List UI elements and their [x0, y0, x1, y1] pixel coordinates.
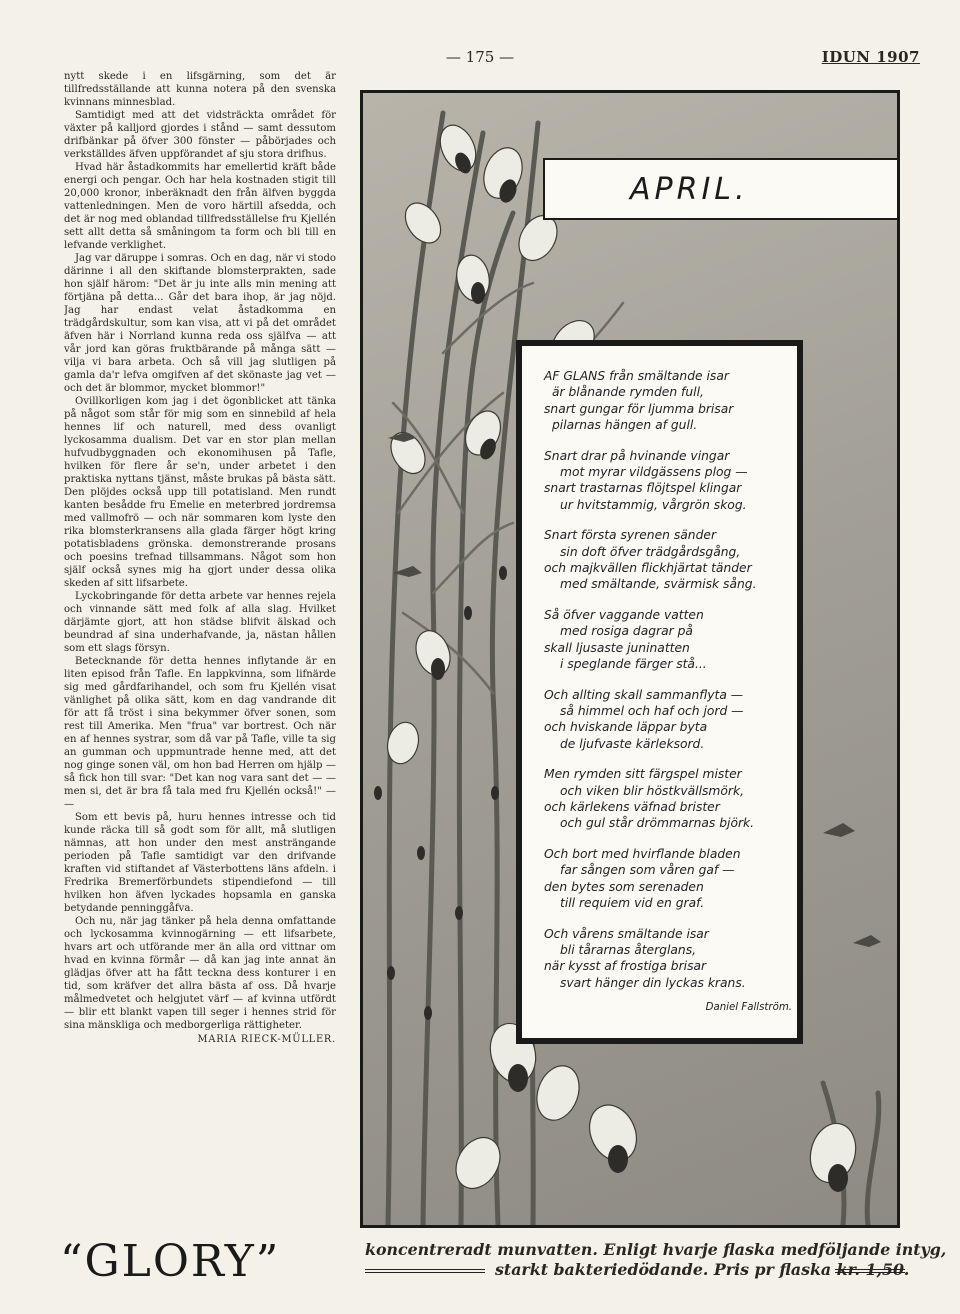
- poem-line: de ljufvaste kärleksord.: [560, 736, 705, 751]
- poem-line: skall ljusaste juninatten: [544, 640, 690, 655]
- poem-line: pilarnas hängen af gull.: [552, 417, 698, 432]
- poem-line: och kärlekens väfnad brister: [544, 800, 720, 815]
- poem-line: Och vårens smältande isar: [544, 926, 709, 941]
- ad-line-2: starkt bakteriedödande. Pris pr flaska kr. 1,50.: [495, 1260, 910, 1279]
- poem-line: ur hvitstammig, vårgrön skog.: [560, 497, 747, 512]
- paragraph: nytt skede i en lifsgärning, som det är tillfredsställande att kunna notera på den svenska kvinnans minnesblad.: [64, 71, 336, 108]
- poem-line: sin doft öfver trädgårdsgång,: [560, 544, 741, 559]
- paragraph: Som ett bevis på, huru hennes intresse och tid kunde räcka till så godt som för allt, må slutligen nämnas, att hon under den mest ansträngande perioden på Tafle samtidigt var den drifvande kraften vid stiftandet af Västerbottens läns afdeln. i Fredrika Bremerförbundets stipendiefond — till hvilken hon äfven lyckades hopsamla en ganska betydande penninggåfva.: [64, 812, 336, 914]
- poem-line: i speglande färger stå...: [560, 656, 707, 671]
- ad-line-1: koncentreradt munvatten. Enligt hvarje flaska medföljande intyg,: [365, 1240, 947, 1259]
- poem-line: den bytes som serenaden: [544, 879, 704, 894]
- paragraph: Ovillkorligen kom jag i det ögonblicket att tänka på något som står för mig som en sinnebild af hela hennes lif och naturell, med dess ovanligt lyckosamma dualism. Det var en stor plan mellan hufvudbyggnaden och ekonomihusen på Tafle, hvilken för flere år se'n, under arbetet i den praktiska nyttans tjänst, måste brukas på bästa sätt. Den plöjdes också upp till potatisland. Men rundt kanten besådde fru Emelie en meterbred jordremsa med vallmofrö — och när sommaren kom lyste den rika blomsterkransens alla glada färger högt kring potatisbladens grönska. demonstrerande prosans och poesins trefnad tillsammans. Något som hon själf också synes mig ha gjort under dessa olika skeden af sitt lifsarbete.: [64, 396, 336, 589]
- poem-line: Snart drar på hvinande vingar: [544, 448, 730, 463]
- paragraph: Och nu, när jag tänker på hela denna omfattande och lyckosamma kvinnogärning — ett lifsarbete, hvars art och utförande mer än alla ord vittnar om hvad en kvinna förmår — då kan jag inte annat än glädjas öfver att ha fått teckna dess konturer i en tid, som kräfver det allra bästa af oss. Då hvarje målmedvetet och helgjutet värf — af kvinna utfördt — blir ett blankt vapen till seger i hennes strid för sina mänskliga och medborgerliga rättigheter.: [64, 916, 336, 1031]
- poem-line: mot myrar vildgässens plog —: [560, 464, 748, 479]
- poem-line: och viken blir höstkvällsmörk,: [560, 783, 744, 798]
- paragraph: Hvad här åstadkommits har emellertid kräft både energi och pengar. Och har hela kostnaden stigit till 20,000 kronor, inberäknadt den från älfven byggda vattenledningen. Men de voro härtill afsedda, och det är nog med oblandad tillfredsställelse fru Kjellén sett allt detta så småningom ta form och bli till en lefvande verklighet.: [64, 162, 336, 251]
- stanza: [544, 846, 794, 911]
- poem-line: snart trastarnas flöjtspel klingar: [544, 481, 742, 496]
- page-number: — 175 —: [445, 48, 515, 66]
- stanza: [544, 687, 794, 752]
- stanza: [544, 527, 794, 592]
- paragraph: Lyckobringande för detta arbete var hennes rejela och vinnande sätt med folk af alla slag. Hvilket därjämte gjort, att hon städse blifvit älskad och beundrad af sina underhafvande, ja, nästan hållen som ett slags försyn.: [64, 591, 336, 654]
- ad-rule-left: [365, 1269, 485, 1273]
- poem-line: Och allting skall sammanflyta —: [544, 687, 744, 702]
- poem-line: till requiem vid en graf.: [560, 896, 705, 911]
- stanza: [544, 926, 794, 991]
- poem-line: och majkvällen flickhjärtat tänder: [544, 560, 752, 575]
- poem-line: AF GLANS från smältande isar: [544, 369, 729, 383]
- title-box: [543, 158, 900, 220]
- poem-line: när kysst af frostiga brisar: [544, 959, 707, 974]
- poem-line: bli tårarnas återglans,: [560, 943, 697, 958]
- poem-line: snart gungar för ljumma brisar: [544, 401, 734, 416]
- running-head: IDUN 1907: [821, 48, 920, 66]
- stanza: [544, 607, 794, 672]
- stanza: [544, 368, 794, 433]
- poem-line: med smältande, svärmisk sång.: [560, 577, 757, 592]
- poem-line: med rosiga dagrar på: [560, 624, 693, 639]
- poem-text: [544, 368, 794, 1016]
- poem-frame: [516, 340, 803, 1044]
- poem-line: är blånande rymden full,: [552, 385, 704, 400]
- poem-line: och gul står drömmarnas björk.: [560, 816, 755, 831]
- article-author: MARIA RIECK-MÜLLER.: [197, 1034, 336, 1045]
- poem-line: svart hänger din lyckas krans.: [560, 975, 746, 990]
- ad-rule-right: [835, 1269, 905, 1273]
- poet-signature: Daniel Fallström.: [705, 1001, 792, 1013]
- stanza: [544, 766, 794, 831]
- paragraph: Jag var däruppe i somras. Och en dag, när vi stodo därinne i all den skiftande blomsterprakten, sade hon själf härom: "Det är ju inte alls min mening att förtjäna på detta... Går det bara ihop, är jag nöjd. Jag har endast velat åstadkomma en trädgårdskultur, som kan visa, att vi på det området äfven här i Norrland kunna reda oss själfva — att vår jord kan göras fruktbärande på många sätt — vilja vi bara arbeta. Och så vill jag slutligen på gamla da'r lefva omgifven af det skönaste jag vet — och det är blommor, mycket blommor!": [64, 253, 336, 394]
- paragraph: Betecknande för detta hennes inflytande är en liten episod från Tafle. En lappkvinna, som lifnärde sig med gårdfarihandel, och som fru Kjellén visat vänlighet på olika sätt, kom en dag vandrande dit för att få tröst i sina bekymmer öfver sonen, som rest till Amerika. Men "frua" var bortrest. Och när en af hennes systrar, som då var på Tafle, ville ta sig an gumman och uppmuntrade henne med, att det nog ginge sonen väl, om hon bad Herren om hjälp — så fick hon till svar: "Det kan nog vara sant det — — men si, det är bra få tala med fru Kjellén också!" — —: [64, 656, 336, 810]
- poem-line: Men rymden sitt färgspel mister: [544, 767, 742, 782]
- article-column: [64, 70, 336, 1215]
- poem-line: och hviskande läppar byta: [544, 720, 708, 735]
- willow-illustration: [360, 90, 900, 1228]
- poem-title: APRIL.: [630, 172, 749, 207]
- stanza: [544, 448, 794, 513]
- poem-line: far sången som våren gaf —: [560, 863, 735, 878]
- paragraph: Samtidigt med att det vidsträckta området för växter på kalljord gjordes i stånd — samt dessutom drifbänkar på öfver 300 fönster — påbörjades och verkställdes äfven uppförandet af sju stora drifhus.: [64, 110, 336, 160]
- advertisement: [60, 1236, 947, 1287]
- poem-line: Så öfver vaggande vatten: [544, 608, 704, 623]
- poem-line: Snart första syrenen sänder: [544, 528, 717, 543]
- ad-brand: “GLORY”: [60, 1236, 281, 1287]
- poem-line: Och bort med hvirflande bladen: [544, 847, 741, 862]
- poem-line: så himmel och haf och jord —: [560, 704, 744, 719]
